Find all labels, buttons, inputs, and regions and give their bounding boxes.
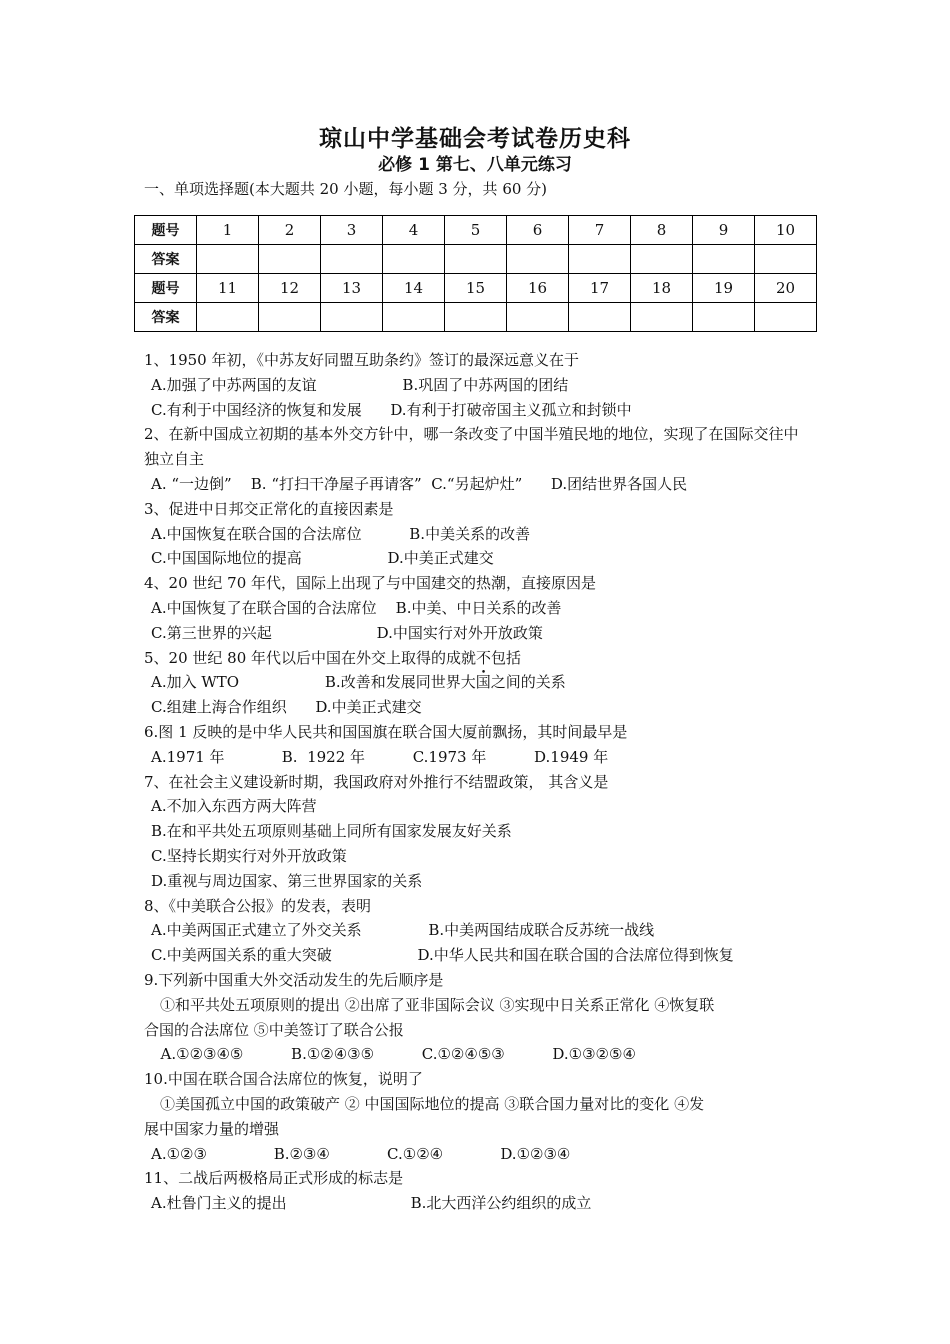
question-number-cell: 8: [631, 216, 693, 245]
question-number-cell: 14: [383, 274, 445, 303]
question-9-options: A.①②③④⑤ B.①②④③⑤ C.①②④⑤③ D.①③②⑤④: [151, 1045, 636, 1064]
question-9-items: ①和平共处五项原则的提出 ②出席了亚非国际会议 ③实现中日关系正常化 ④恢复联: [160, 995, 715, 1014]
question-6-stem: 6.图 1 反映的是中华人民共和国国旗在联合国大厦前飘扬，其时间最早是: [144, 722, 628, 741]
question-9-stem: 9.下列新中国重大外交活动发生的先后顺序是: [144, 970, 444, 989]
answer-cell[interactable]: [631, 303, 693, 332]
question-3-stem: 3、促进中日邦交正常化的直接因素是: [144, 499, 394, 518]
question-number-cell: 19: [693, 274, 755, 303]
question-3-options: A.中国恢复在联合国的合法席位 B.中美关系的改善: [151, 524, 531, 543]
question-10-items: ①美国孤立中国的政策破产 ② 中国国际地位的提高 ③联合国力量对比的变化 ④发: [160, 1094, 705, 1113]
answer-cell[interactable]: [569, 245, 631, 274]
question-4-stem: 4、20 世纪 70 年代，国际上出现了与中国建交的热潮，直接原因是: [144, 574, 597, 593]
table-row: [135, 216, 817, 245]
answer-table: [134, 215, 817, 332]
question-7-option-b: B.在和平共处五项原则基础上同所有国家发展友好关系: [151, 822, 512, 841]
answer-cell[interactable]: [259, 303, 321, 332]
question-number-cell: 2: [259, 216, 321, 245]
question-number-cell: 17: [569, 274, 631, 303]
section-heading: 一、单项选择题(本大题共 20 小题，每小题 3 分，共 60 分): [144, 180, 548, 198]
question-11-options: A.杜鲁门主义的提出 B.北大西洋公约组织的成立: [151, 1194, 592, 1213]
question-5-stem-text: 5、20 世纪 80 年代以后中国在外交上取得的成就: [144, 648, 477, 667]
answer-cell[interactable]: [755, 303, 817, 332]
answer-cell[interactable]: [755, 245, 817, 274]
question-10-options: A.①②③ B.②③④ C.①②④ D.①②③④: [151, 1144, 571, 1163]
table-row: [135, 245, 817, 274]
question-number-cell: 10: [755, 216, 817, 245]
question-number-cell: 4: [383, 216, 445, 245]
question-10-stem: 10.中国在联合国合法席位的恢复，说明了: [144, 1070, 423, 1089]
question-number-cell: 12: [259, 274, 321, 303]
exam-subtitle: 必修 1 第七、八单元练习: [378, 155, 572, 175]
question-4-options: C.第三世界的兴起 D.中国实行对外开放政策: [151, 623, 543, 642]
question-number-cell: 9: [693, 216, 755, 245]
question-7-option-c: C.坚持长期实行对外开放政策: [151, 846, 347, 865]
answer-cell[interactable]: [383, 245, 445, 274]
row-label-answer: 答案: [135, 245, 197, 274]
question-10-items: 展中国家力量的增强: [144, 1119, 280, 1138]
question-3-options: C.中国国际地位的提高 D.中美正式建交: [151, 549, 494, 568]
answer-cell[interactable]: [445, 303, 507, 332]
question-list: [144, 348, 812, 1216]
question-number-cell: 20: [755, 274, 817, 303]
question-9-items: 合国的合法席位 ⑤中美签订了联合公报: [144, 1020, 404, 1039]
question-number-cell: 16: [507, 274, 569, 303]
question-5-options: A.加入 WTO B.改善和发展同世界大国之间的关系: [151, 673, 566, 692]
question-number-cell: 11: [197, 274, 259, 303]
question-2-stem: 2、在新中国成立初期的基本外交方针中，哪一条改变了中国半殖民地的地位，实现了在国际交往中独立自主: [144, 425, 799, 469]
question-7-stem: 7、在社会主义建设新时期，我国政府对外推行不结盟政策， 其含义是: [144, 772, 609, 791]
exam-title: 琼山中学基础会考试卷历史科: [319, 126, 631, 152]
table-row: [135, 274, 817, 303]
question-5-stem: [144, 646, 812, 671]
question-6-options: A.1971 年 B. 1922 年 C.1973 年 D.1949 年: [151, 747, 609, 766]
question-number-cell: 13: [321, 274, 383, 303]
question-number-cell: 3: [321, 216, 383, 245]
answer-cell[interactable]: [197, 245, 259, 274]
question-8-options: C.中美两国关系的重大突破 D.中华人民共和国在联合国的合法席位得到恢复: [151, 946, 734, 965]
question-number-cell: 18: [631, 274, 693, 303]
question-7-option-d: D.重视与周边国家、第三世界国家的关系: [151, 871, 423, 890]
question-1-stem: 1、1950 年初，《中苏友好同盟互助条约》签订的最深远意义在于: [144, 351, 579, 369]
question-number-cell: 7: [569, 216, 631, 245]
answer-cell[interactable]: [383, 303, 445, 332]
answer-cell[interactable]: [321, 303, 383, 332]
answer-cell[interactable]: [321, 245, 383, 274]
question-1-options: A.加强了中苏两国的友谊 B.巩固了中苏两国的团结: [151, 375, 569, 394]
row-label-number: 题号: [135, 216, 197, 245]
answer-cell[interactable]: [693, 303, 755, 332]
answer-cell[interactable]: [507, 303, 569, 332]
answer-cell[interactable]: [507, 245, 569, 274]
emphasis-dot-char: 不: [476, 648, 492, 667]
answer-cell[interactable]: [631, 245, 693, 274]
answer-cell[interactable]: [197, 303, 259, 332]
answer-cell[interactable]: [569, 303, 631, 332]
question-5-stem-text: 包括: [491, 648, 522, 667]
table-row: [135, 303, 817, 332]
answer-cell[interactable]: [259, 245, 321, 274]
row-label-number: 题号: [135, 274, 197, 303]
question-11-stem: 11、二战后两极格局正式形成的标志是: [144, 1169, 404, 1188]
question-number-cell: 15: [445, 274, 507, 303]
question-5-options: C.组建上海合作组织 D.中美正式建交: [151, 698, 422, 717]
question-number-cell: 5: [445, 216, 507, 245]
question-number-cell: 1: [197, 216, 259, 245]
answer-cell[interactable]: [693, 245, 755, 274]
question-1-options: C.有利于中国经济的恢复和发展 D.有利于打破帝国主义孤立和封锁中: [151, 400, 632, 419]
answer-cell[interactable]: [445, 245, 507, 274]
row-label-answer: 答案: [135, 303, 197, 332]
question-number-cell: 6: [507, 216, 569, 245]
question-8-stem: 8、《中美联合公报》的发表，表明: [144, 896, 372, 915]
question-4-options: A.中国恢复了在联合国的合法席位 B.中美、中日关系的改善: [151, 598, 562, 617]
question-8-options: A.中美两国正式建立了外交关系 B.中美两国结成联合反苏统一战线: [151, 921, 655, 940]
question-2-options: A. “一边倒” B. “打扫干净屋子再请客” C.“另起炉灶” D.团结世界各国人民: [151, 474, 688, 493]
question-7-option-a: A.不加入东西方两大阵营: [151, 797, 317, 816]
